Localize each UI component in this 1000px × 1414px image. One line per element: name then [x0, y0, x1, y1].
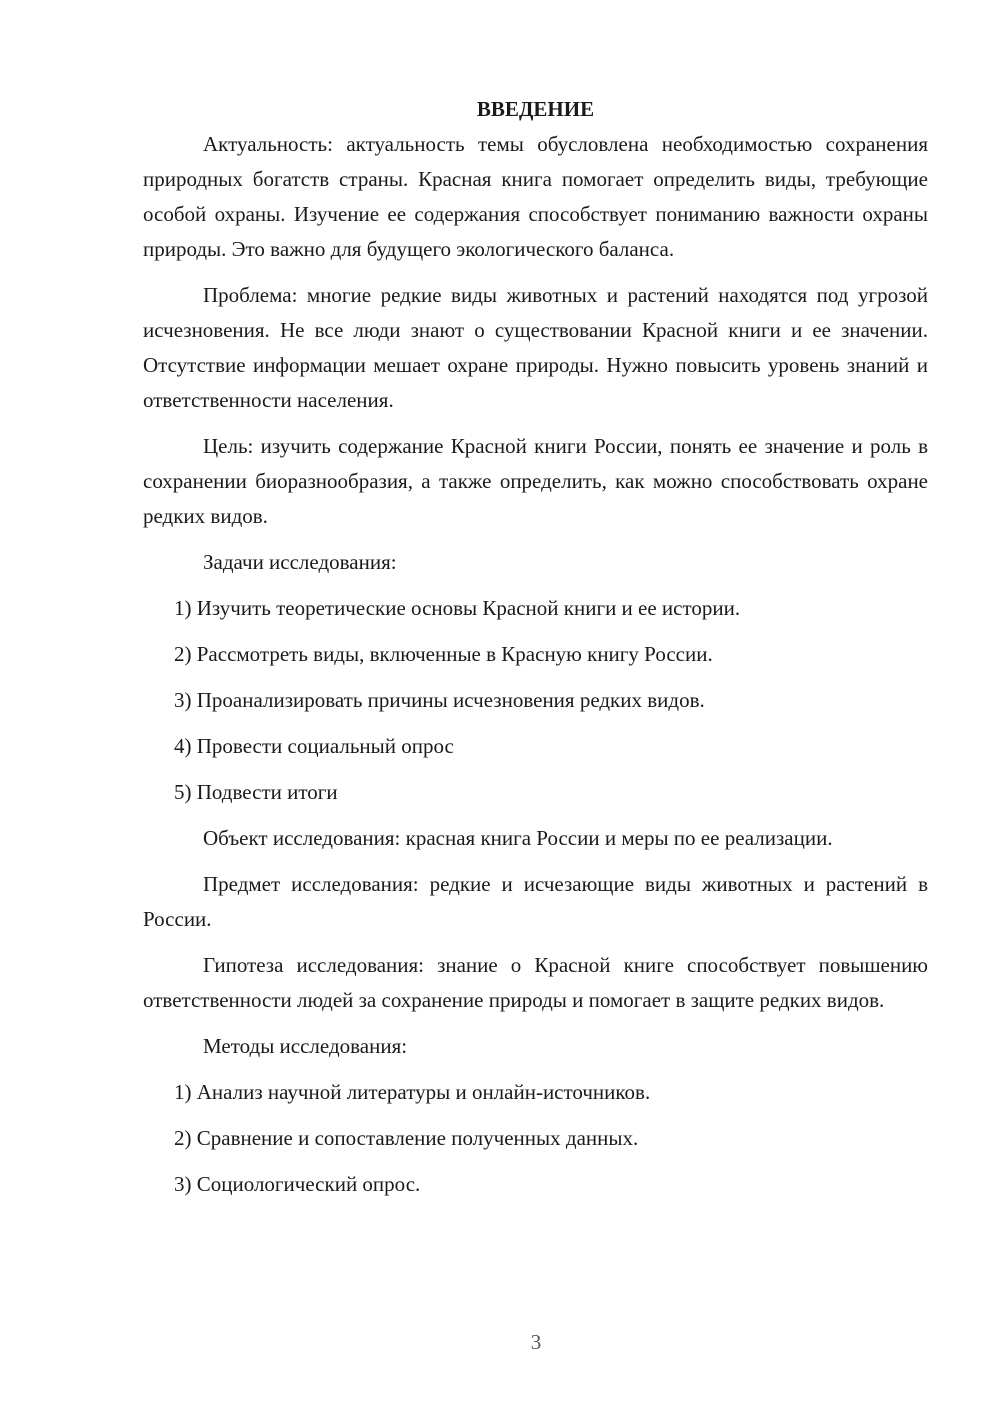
relevance-paragraph: Актуальность: актуальность темы обусловлена необходимостью сохранения природных богатств страны. Красная книга помогает определить виды, требующие особой охраны. Изучение ее содержания способствует пониманию важности охраны природы. Это важно для будущего экологического баланса.	[143, 132, 928, 261]
task-item: 5) Подвести итоги	[174, 780, 338, 804]
object-paragraph: Объект исследования: красная книга России и меры по ее реализации.	[203, 826, 833, 850]
method-item: 2) Сравнение и сопоставление полученных данных.	[174, 1126, 639, 1150]
tasks-heading: Задачи исследования:	[203, 550, 397, 574]
method-item: 1) Анализ научной литературы и онлайн-источников.	[174, 1080, 651, 1104]
task-item: 1) Изучить теоретические основы Красной книги и ее истории.	[174, 596, 741, 620]
page-title: ВВЕДЕНИЕ	[476, 97, 595, 121]
task-item: 4) Провести социальный опрос	[174, 734, 454, 758]
methods-heading: Методы исследования:	[203, 1034, 408, 1058]
page-content	[143, 92, 928, 1202]
task-item: 2) Рассмотреть виды, включенные в Красную книгу России.	[174, 642, 713, 666]
hypothesis-paragraph: Гипотеза исследования: знание о Красной книге способствует повышению ответственности людей за сохранение природы и помогает в защите редких видов.	[143, 953, 928, 1012]
subject-paragraph: Предмет исследования: редкие и исчезающие виды животных и растений в России.	[143, 872, 928, 931]
task-item: 3) Проанализировать причины исчезновения редких видов.	[174, 688, 705, 712]
method-item: 3) Социологический опрос.	[174, 1172, 421, 1196]
goal-paragraph: Цель: изучить содержание Красной книги России, понять ее значение и роль в сохранении биоразнообразия, а также определить, как можно способствовать охране редких видов.	[143, 434, 928, 528]
page-number: 3	[530, 1330, 542, 1354]
problem-paragraph: Проблема: многие редкие виды животных и растений находятся под угрозой исчезновения. Не все люди знают о существовании Красной книги и ее значении. Отсутствие информации мешает охране природы. Нужно повысить уровень знаний и ответственности населения.	[143, 283, 928, 412]
